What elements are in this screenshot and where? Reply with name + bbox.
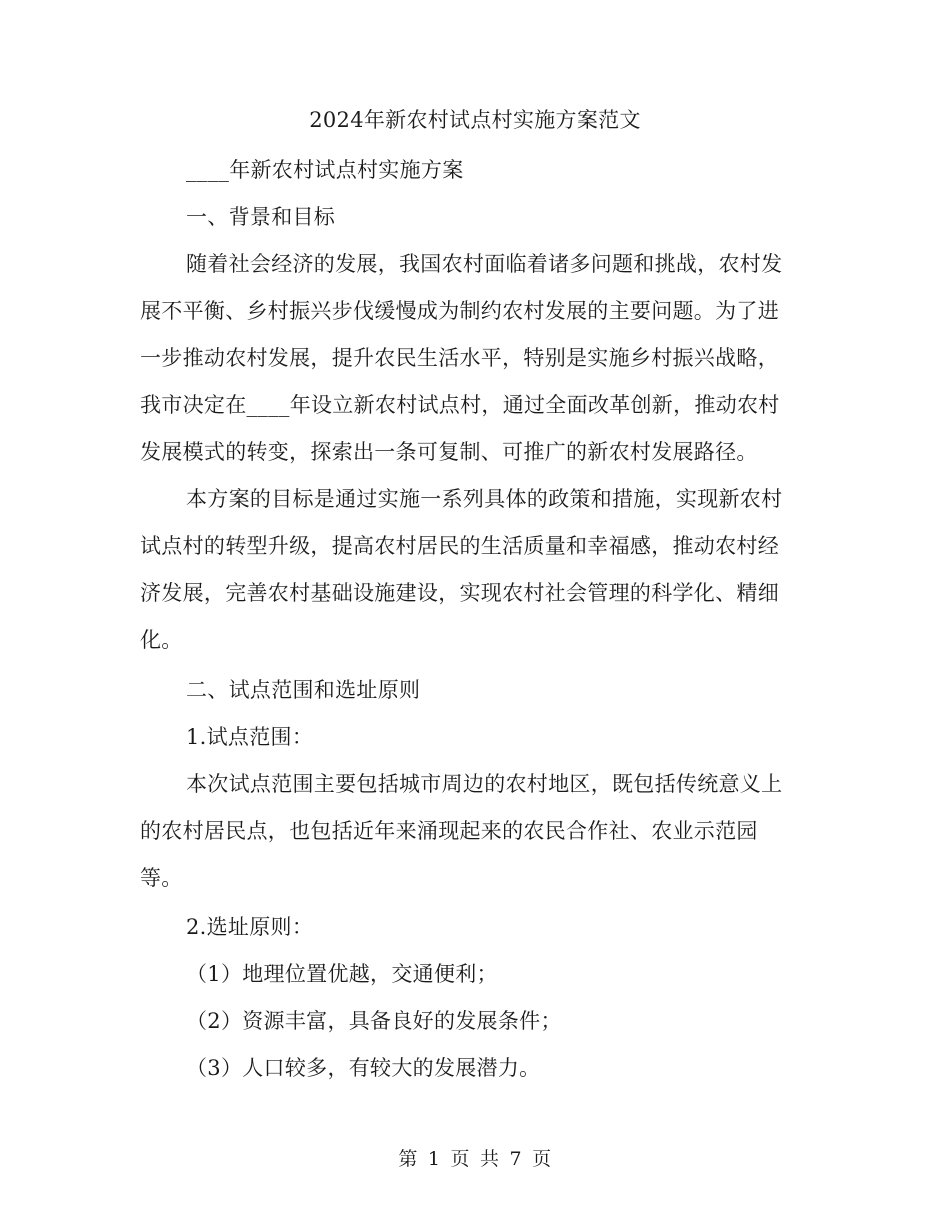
principle-item: （1）地理位置优越，交通便利； [186, 962, 498, 986]
paragraph-line: 发展模式的转变，探索出一条可复制、可推广的新农村发展路径。 [140, 440, 758, 464]
paragraph-line: 的农村居民点，也包括近年来涌现起来的农民合作社、农业示范园 [140, 819, 758, 843]
paragraph-line: 化。 [140, 628, 183, 652]
document-subtitle: ____年新农村试点村实施方案 [186, 158, 464, 182]
footer-di: 第 [398, 1148, 418, 1170]
paragraph-line: 等。 [140, 866, 183, 890]
paragraph-line: 我市决定在____年设立新农村试点村，通过全面改革创新，推动农村 [140, 393, 780, 417]
subheading-scope: 1.试点范围： [186, 725, 314, 749]
footer-ye: 页 [450, 1148, 470, 1170]
section-heading-background: 一、背景和目标 [186, 205, 336, 229]
page-footer [0, 1147, 950, 1171]
page-total: 7 [509, 1148, 523, 1170]
paragraph-line: 一步推动农村发展，提升农民生活水平，特别是实施乡村振兴战略， [140, 346, 779, 370]
footer-ye2: 页 [532, 1148, 552, 1170]
page-number: 1 [427, 1148, 441, 1170]
section-heading-scope: 二、试点范围和选址原则 [186, 678, 421, 702]
subheading-site-principles: 2.选址原则： [186, 915, 314, 939]
paragraph-line: 展不平衡、乡村振兴步伐缓慢成为制约农村发展的主要问题。为了进 [140, 299, 779, 323]
principle-item: （3）人口较多，有较大的发展潜力。 [186, 1056, 541, 1080]
paragraph-line: 本方案的目标是通过实施一系列具体的政策和措施，实现新农村 [186, 487, 783, 511]
paragraph-line: 济发展，完善农村基础设施建设，实现农村社会管理的科学化、精细 [140, 581, 779, 605]
principle-item: （2）资源丰富，具备良好的发展条件； [186, 1009, 562, 1033]
paragraph-line: 本次试点范围主要包括城市周边的农村地区，既包括传统意义上 [186, 772, 783, 796]
paragraph-line: 试点村的转型升级，提高农村居民的生活质量和幸福感，推动农村经 [140, 534, 779, 558]
document-title: 2024年新农村试点村实施方案范文 [309, 108, 641, 132]
footer-gong: 共 [480, 1148, 500, 1170]
paragraph-line: 随着社会经济的发展，我国农村面临着诸多问题和挑战，农村发 [186, 252, 783, 276]
